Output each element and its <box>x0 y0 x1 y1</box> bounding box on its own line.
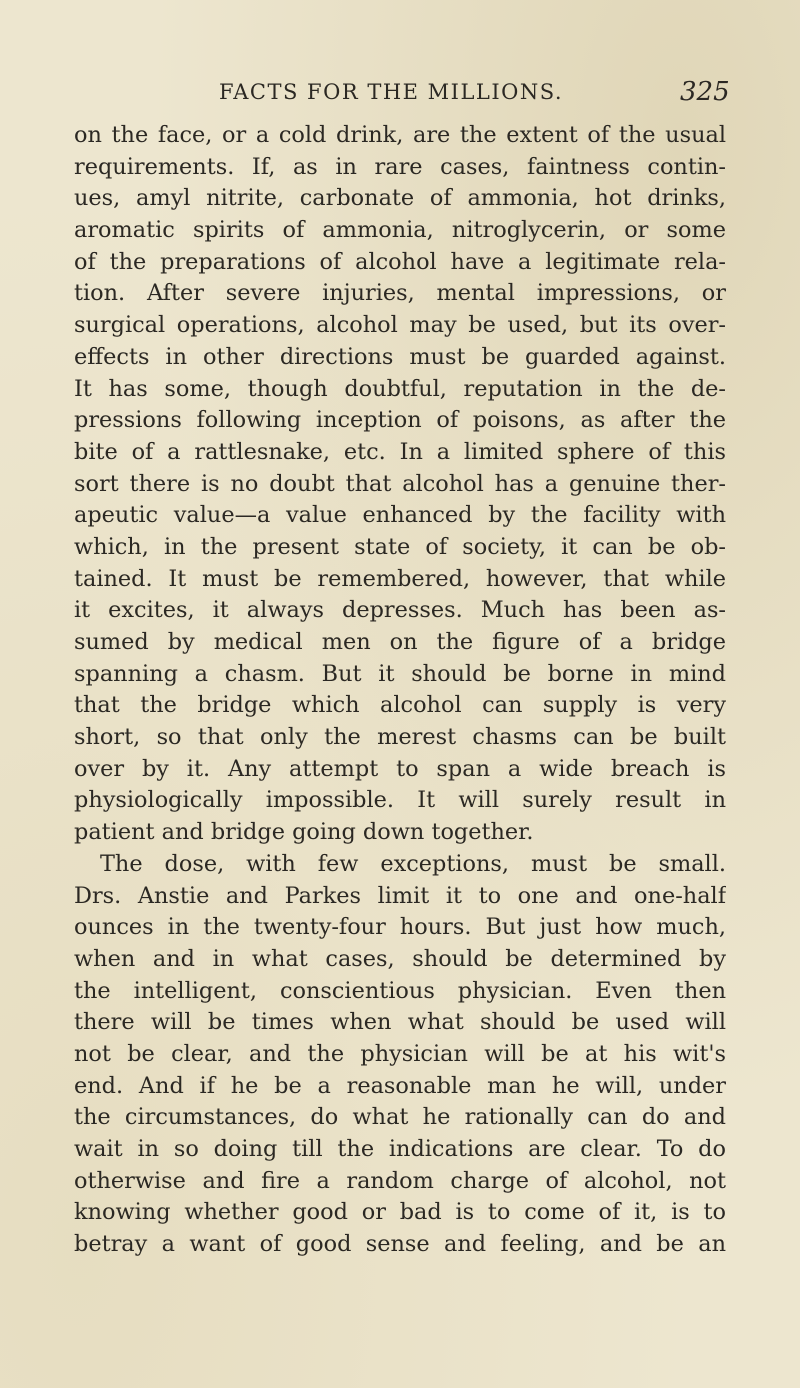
body-text <box>74 120 726 1261</box>
text-line: when and in what cases, should be determined by <box>74 945 726 972</box>
text-line: end. And if he be a reasonable man he will, under <box>74 1072 726 1099</box>
text-line: The dose, with few exceptions, must be small. <box>100 850 726 877</box>
text-line: betray a want of good sense and feeling, and be an <box>74 1231 726 1258</box>
text-line: requirements. If, as in rare cases, faintness contin- <box>74 153 726 180</box>
text-line: otherwise and fire a random charge of alcohol, not <box>74 1167 726 1194</box>
text-line: the intelligent, conscientious physician. Even then <box>74 977 726 1004</box>
text-line: bite of a rattlesnake, etc. In a limited sphere of this <box>74 438 726 465</box>
text-line: sort there is no doubt that alcohol has a genuine ther- <box>74 470 726 497</box>
text-line: apeutic value—a value enhanced by the facility with <box>74 502 726 529</box>
text-line: on the face, or a cold drink, are the extent of the usual <box>74 122 726 148</box>
page-header <box>0 78 800 110</box>
text-line: ounces in the twenty-four hours. But just how much, <box>74 914 726 941</box>
text-line: short, so that only the merest chasms can be built <box>74 724 726 751</box>
text-line: it excites, it always depresses. Much has been as- <box>74 597 726 624</box>
text-line: wait in so doing till the indications are clear. To do <box>74 1136 726 1162</box>
text-line: pressions following inception of poisons, as after the <box>74 407 726 434</box>
text-line: tion. After severe injuries, mental impressions, or <box>74 280 726 307</box>
text-line: It has some, though doubtful, reputation in the de- <box>74 375 726 402</box>
text-line: Drs. Anstie and Parkes limit it to one and one-half <box>74 882 726 909</box>
text-line: not be clear, and the physician will be at his wit's <box>74 1040 726 1067</box>
text-line: physiologically impossible. It will surely result in <box>74 787 726 814</box>
text-line: effects in other directions must be guarded against. <box>74 343 726 370</box>
page-number: 325 <box>680 77 730 107</box>
running-head: FACTS FOR THE MILLIONS. <box>219 80 564 104</box>
text-line: there will be times when what should be used will <box>74 1009 726 1036</box>
text-line: the circumstances, do what he rationally can do and <box>74 1104 726 1131</box>
text-line: patient and bridge going down together. <box>74 819 534 846</box>
text-line: which, in the present state of society, it can be ob- <box>74 533 726 560</box>
text-line: ues, amyl nitrite, carbonate of ammonia, hot drinks, <box>74 185 726 212</box>
text-line: sumed by medical men on the figure of a bridge <box>74 629 726 655</box>
text-line: that the bridge which alcohol can supply is very <box>74 692 726 719</box>
text-line: of the preparations of alcohol have a legitimate rela- <box>74 248 726 275</box>
text-line: aromatic spirits of ammonia, nitroglycerin, or some <box>74 217 726 244</box>
text-line: tained. It must be remembered, however, that while <box>74 565 726 592</box>
text-line: surgical operations, alcohol may be used, but its over- <box>74 312 726 339</box>
text-line: over by it. Any attempt to span a wide breach is <box>74 755 726 782</box>
text-line: spanning a chasm. But it should be borne in mind <box>74 660 726 687</box>
text-line: knowing whether good or bad is to come of it, is to <box>74 1199 726 1226</box>
